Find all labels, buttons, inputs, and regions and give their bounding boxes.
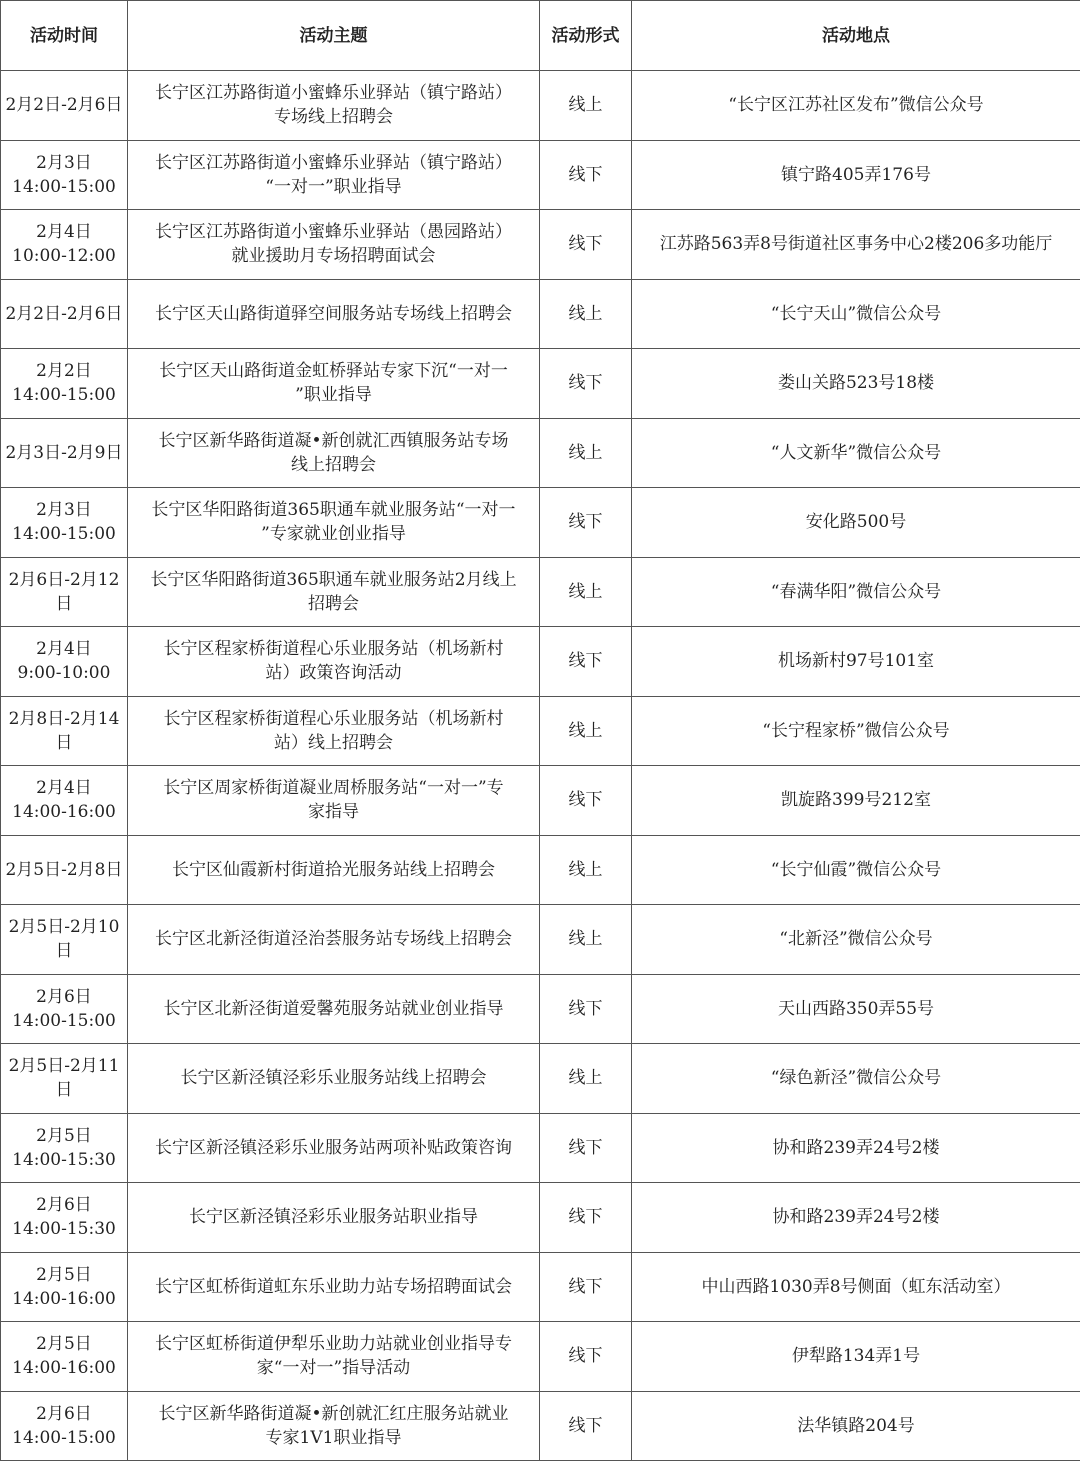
- cell-topic-line: 长宁区江苏路街道小蜜蜂乐业驿站（镇宁路站）: [155, 152, 512, 173]
- cell-topic: [128, 1183, 540, 1253]
- cell-time-line: 2月5日-2月8日: [5, 859, 123, 880]
- cell-time: [1, 1391, 128, 1461]
- cell-form: 线上: [540, 71, 632, 141]
- cell-place: 中山西路1030弄8号侧面（虹东活动室）: [632, 1252, 1080, 1322]
- cell-time: [1, 627, 128, 697]
- table-row: [1, 349, 1080, 419]
- cell-form: 线下: [540, 1391, 632, 1461]
- table-row: [1, 835, 1080, 905]
- cell-form: 线下: [540, 766, 632, 836]
- cell-topic-line: 长宁区北新泾街道泾治荟服务站专场线上招聘会: [155, 929, 512, 950]
- table-row: [1, 557, 1080, 627]
- cell-topic-line: 线上招聘会: [291, 454, 376, 475]
- cell-topic-line: 长宁区新泾镇泾彩乐业服务站两项补贴政策咨询: [155, 1137, 512, 1158]
- cell-time-line: 日: [55, 941, 73, 962]
- cell-time: [1, 766, 128, 836]
- cell-topic: [128, 1252, 540, 1322]
- cell-topic-line: “一对一”职业指导: [265, 176, 402, 197]
- cell-topic-line: 长宁区江苏路街道小蜜蜂乐业驿站（镇宁路站）: [155, 83, 512, 104]
- cell-place: “长宁天山”微信公众号: [632, 279, 1080, 349]
- table-row: [1, 279, 1080, 349]
- cell-time-line: 2月4日: [36, 639, 92, 660]
- cell-topic-line: 长宁区新华路街道凝•新创就汇西镇服务站专场: [158, 430, 509, 451]
- cell-time-line: 14:00-15:00: [12, 524, 116, 545]
- cell-form: 线上: [540, 279, 632, 349]
- header-row: [1, 1, 1080, 71]
- cell-time-line: 2月6日: [36, 1403, 92, 1424]
- cell-place: “长宁区江苏社区发布”微信公众号: [632, 71, 1080, 141]
- cell-topic: [128, 279, 540, 349]
- cell-place: “绿色新泾”微信公众号: [632, 1044, 1080, 1114]
- cell-topic: [128, 696, 540, 766]
- cell-place: 协和路239弄24号2楼: [632, 1113, 1080, 1183]
- cell-time: [1, 71, 128, 141]
- cell-topic-line: 长宁区新泾镇泾彩乐业服务站职业指导: [189, 1207, 478, 1228]
- cell-place: “长宁程家桥”微信公众号: [632, 696, 1080, 766]
- cell-time-line: 2月4日: [36, 222, 92, 243]
- cell-topic-line: 长宁区程家桥街道程心乐业服务站（机场新村: [163, 639, 504, 660]
- cell-time-line: 日: [55, 593, 73, 614]
- cell-topic-line: 长宁区程家桥街道程心乐业服务站（机场新村: [163, 708, 504, 729]
- cell-form: 线上: [540, 835, 632, 905]
- table-row: [1, 71, 1080, 141]
- header-form: 活动形式: [540, 1, 632, 71]
- cell-time-line: 14:00-15:00: [12, 1010, 116, 1031]
- cell-topic-line: 长宁区天山路街道驿空间服务站专场线上招聘会: [155, 303, 512, 324]
- cell-place: “长宁仙霞”微信公众号: [632, 835, 1080, 905]
- cell-place: 伊犁路134弄1号: [632, 1322, 1080, 1392]
- cell-place: 机场新村97号101室: [632, 627, 1080, 697]
- cell-place: “春满华阳”微信公众号: [632, 557, 1080, 627]
- cell-time-line: 2月8日-2月14: [8, 708, 120, 729]
- cell-topic: [128, 71, 540, 141]
- cell-time: [1, 905, 128, 975]
- cell-topic: [128, 974, 540, 1044]
- cell-time-line: 2月6日-2月12: [8, 569, 120, 590]
- cell-time-line: 2月4日: [36, 778, 92, 799]
- cell-topic: [128, 835, 540, 905]
- cell-time-line: 2月5日: [36, 1125, 92, 1146]
- cell-topic: [128, 1322, 540, 1392]
- cell-topic-line: 专场线上招聘会: [274, 107, 393, 128]
- table-row: [1, 1252, 1080, 1322]
- cell-form: 线下: [540, 974, 632, 1044]
- cell-form: 线下: [540, 488, 632, 558]
- cell-topic-line: 长宁区华阳路街道365职通车就业服务站“一对一: [151, 500, 516, 521]
- cell-time-line: 2月5日: [36, 1264, 92, 1285]
- cell-form: 线下: [540, 140, 632, 210]
- cell-time-line: 14:00-16:00: [12, 802, 116, 823]
- cell-form: 线下: [540, 349, 632, 419]
- cell-topic-line: 长宁区天山路街道金虹桥驿站专家下沉“一对一: [159, 361, 508, 382]
- cell-topic: [128, 1113, 540, 1183]
- cell-topic: [128, 418, 540, 488]
- cell-time-line: 2月5日: [36, 1334, 92, 1355]
- cell-time-line: 2月2日-2月6日: [5, 303, 123, 324]
- cell-topic: [128, 349, 540, 419]
- cell-time-line: 2月2日: [36, 361, 92, 382]
- cell-topic: [128, 210, 540, 280]
- cell-topic-line: 长宁区新泾镇泾彩乐业服务站线上招聘会: [180, 1068, 487, 1089]
- cell-time: [1, 210, 128, 280]
- cell-time: [1, 1322, 128, 1392]
- cell-topic-line: 长宁区华阳路街道365职通车就业服务站2月线上: [150, 569, 517, 590]
- cell-place: 江苏路563弄8号街道社区事务中心2楼206多功能厅: [632, 210, 1080, 280]
- cell-topic-line: 专家1V1职业指导: [265, 1427, 402, 1448]
- cell-topic-line: 长宁区江苏路街道小蜜蜂乐业驿站（愚园路站）: [155, 222, 512, 243]
- cell-time: [1, 418, 128, 488]
- cell-topic: [128, 766, 540, 836]
- cell-place: 协和路239弄24号2楼: [632, 1183, 1080, 1253]
- cell-topic-line: 家“一对一”指导活动: [256, 1358, 411, 1379]
- cell-topic: [128, 488, 540, 558]
- cell-time-line: 14:00-16:00: [12, 1358, 116, 1379]
- cell-form: 线上: [540, 418, 632, 488]
- cell-time-line: 14:00-15:00: [12, 176, 116, 197]
- cell-form: 线上: [540, 696, 632, 766]
- cell-time-line: 9:00-10:00: [17, 663, 111, 684]
- cell-topic: [128, 140, 540, 210]
- table-row: [1, 488, 1080, 558]
- cell-time: [1, 835, 128, 905]
- cell-time: [1, 557, 128, 627]
- table-row: [1, 1044, 1080, 1114]
- cell-time: [1, 696, 128, 766]
- cell-time-line: 2月6日: [36, 1195, 92, 1216]
- table-row: [1, 1183, 1080, 1253]
- cell-topic-line: 长宁区仙霞新村街道拾光服务站线上招聘会: [172, 859, 495, 880]
- cell-topic-line: ”职业指导: [295, 385, 372, 406]
- cell-topic-line: 长宁区周家桥街道凝业周桥服务站“一对一”专: [163, 778, 504, 799]
- cell-topic-line: 长宁区虹桥街道伊犁乐业助力站就业创业指导专: [155, 1334, 512, 1355]
- table-row: [1, 140, 1080, 210]
- header-topic: 活动主题: [128, 1, 540, 71]
- cell-form: 线下: [540, 1322, 632, 1392]
- table-row: [1, 905, 1080, 975]
- cell-place: “北新泾”微信公众号: [632, 905, 1080, 975]
- cell-time-line: 2月5日-2月11: [8, 1056, 120, 1077]
- cell-place: 法华镇路204号: [632, 1391, 1080, 1461]
- cell-topic: [128, 557, 540, 627]
- table-row: [1, 418, 1080, 488]
- table-row: [1, 974, 1080, 1044]
- cell-form: 线下: [540, 1252, 632, 1322]
- cell-place: 天山西路350弄55号: [632, 974, 1080, 1044]
- cell-time-line: 14:00-16:00: [12, 1288, 116, 1309]
- cell-time-line: 2月6日: [36, 986, 92, 1007]
- cell-time: [1, 1183, 128, 1253]
- table-row: [1, 1322, 1080, 1392]
- cell-time-line: 2月2日-2月6日: [5, 95, 123, 116]
- cell-time: [1, 488, 128, 558]
- cell-time-line: 14:00-15:30: [12, 1219, 116, 1240]
- table-row: [1, 696, 1080, 766]
- cell-time: [1, 1252, 128, 1322]
- cell-form: 线下: [540, 627, 632, 697]
- cell-topic: [128, 1044, 540, 1114]
- cell-topic: [128, 627, 540, 697]
- cell-topic-line: 长宁区北新泾街道爱馨苑服务站就业创业指导: [163, 998, 504, 1019]
- cell-place: 镇宁路405弄176号: [632, 140, 1080, 210]
- cell-time: [1, 974, 128, 1044]
- cell-time-line: 14:00-15:30: [12, 1149, 116, 1170]
- cell-place: 凯旋路399号212室: [632, 766, 1080, 836]
- cell-time-line: 日: [55, 1080, 73, 1101]
- table-row: [1, 627, 1080, 697]
- cell-topic-line: 站）政策咨询活动: [265, 663, 402, 684]
- table-row: [1, 1113, 1080, 1183]
- cell-time: [1, 279, 128, 349]
- table-row: [1, 766, 1080, 836]
- cell-topic: [128, 1391, 540, 1461]
- cell-topic-line: 招聘会: [308, 593, 359, 614]
- cell-form: 线下: [540, 1113, 632, 1183]
- cell-topic-line: ”专家就业创业指导: [261, 524, 406, 545]
- cell-time-line: 2月3日: [36, 500, 92, 521]
- cell-time: [1, 140, 128, 210]
- cell-time-line: 10:00-12:00: [12, 246, 116, 267]
- cell-topic-line: 就业援助月专场招聘面试会: [231, 246, 436, 267]
- cell-time: [1, 1113, 128, 1183]
- cell-time-line: 日: [55, 732, 73, 753]
- cell-form: 线下: [540, 210, 632, 280]
- cell-time-line: 2月3日: [36, 152, 92, 173]
- cell-topic-line: 长宁区新华路街道凝•新创就汇红庄服务站就业: [158, 1403, 509, 1424]
- cell-topic-line: 站）线上招聘会: [274, 732, 393, 753]
- cell-place: 安化路500号: [632, 488, 1080, 558]
- table-row: [1, 210, 1080, 280]
- cell-form: 线上: [540, 1044, 632, 1114]
- header-time: 活动时间: [1, 1, 128, 71]
- cell-time-line: 2月5日-2月10: [8, 917, 120, 938]
- cell-time-line: 14:00-15:00: [12, 1427, 116, 1448]
- table-body: [1, 71, 1080, 1461]
- cell-time-line: 14:00-15:00: [12, 385, 116, 406]
- cell-place: “人文新华”微信公众号: [632, 418, 1080, 488]
- cell-form: 线上: [540, 557, 632, 627]
- cell-topic-line: 家指导: [308, 802, 359, 823]
- cell-form: 线上: [540, 905, 632, 975]
- cell-place: 娄山关路523号18楼: [632, 349, 1080, 419]
- cell-form: 线下: [540, 1183, 632, 1253]
- cell-time-line: 2月3日-2月9日: [5, 442, 123, 463]
- cell-time: [1, 1044, 128, 1114]
- cell-topic-line: 长宁区虹桥街道虹东乐业助力站专场招聘面试会: [155, 1276, 512, 1297]
- header-place: 活动地点: [632, 1, 1080, 71]
- cell-topic: [128, 905, 540, 975]
- cell-time: [1, 349, 128, 419]
- table-row: [1, 1391, 1080, 1461]
